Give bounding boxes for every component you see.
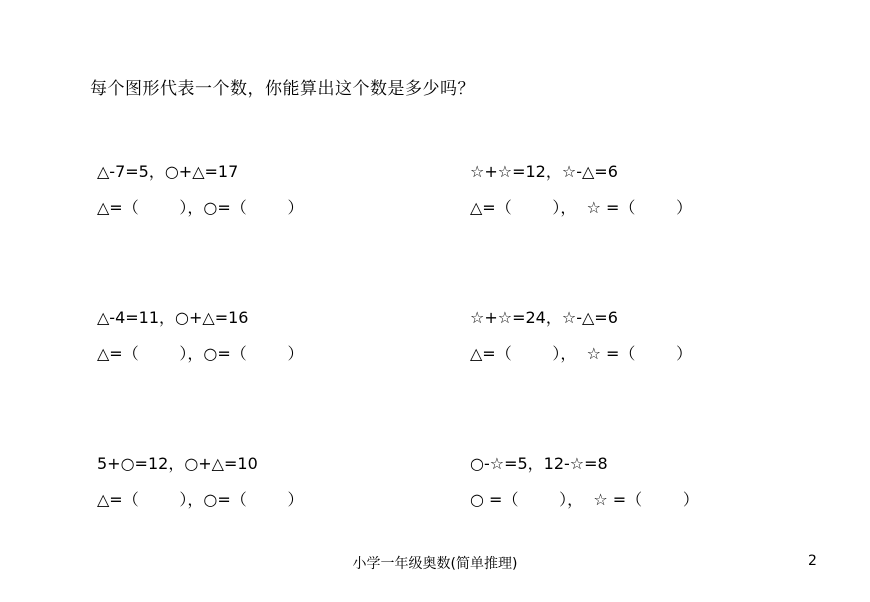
problem-answer-blanks: △=（ ）， ☆ =（ ） (470, 344, 693, 363)
problem-3 (97, 308, 417, 364)
problem-6 (470, 454, 790, 510)
problem-answer-blanks: △=（ ）， ☆ =（ ） (470, 198, 693, 217)
problem-answer-blanks: △=（ ），○=（ ） (97, 490, 304, 509)
problem-answer-blanks: △=（ ），○=（ ） (97, 198, 304, 217)
problem-answer-blanks: ○ =（ ）， ☆ =（ ） (470, 490, 699, 509)
problem-answer-blanks: △=（ ），○=（ ） (97, 344, 304, 363)
problem-1 (97, 162, 417, 218)
problem-equation: ☆+☆=24，☆-△=6 (470, 308, 618, 327)
footer-title: 小学一年级奥数(简单推理) (352, 556, 518, 572)
problem-equation: △-4=11，○+△=16 (97, 308, 249, 327)
problem-2 (470, 162, 790, 218)
problem-equation: 5+○=12，○+△=10 (97, 454, 258, 473)
problem-equation: △-7=5，○+△=17 (97, 162, 239, 181)
problem-4 (470, 308, 790, 364)
problem-5 (97, 454, 417, 510)
page-number: 2 (808, 553, 817, 569)
problem-equation: ○-☆=5，12-☆=8 (470, 454, 608, 473)
instruction-text: 每个图形代表一个数，你能算出这个数是多少吗？ (90, 79, 475, 99)
problem-equation: ☆+☆=12，☆-△=6 (470, 162, 618, 181)
